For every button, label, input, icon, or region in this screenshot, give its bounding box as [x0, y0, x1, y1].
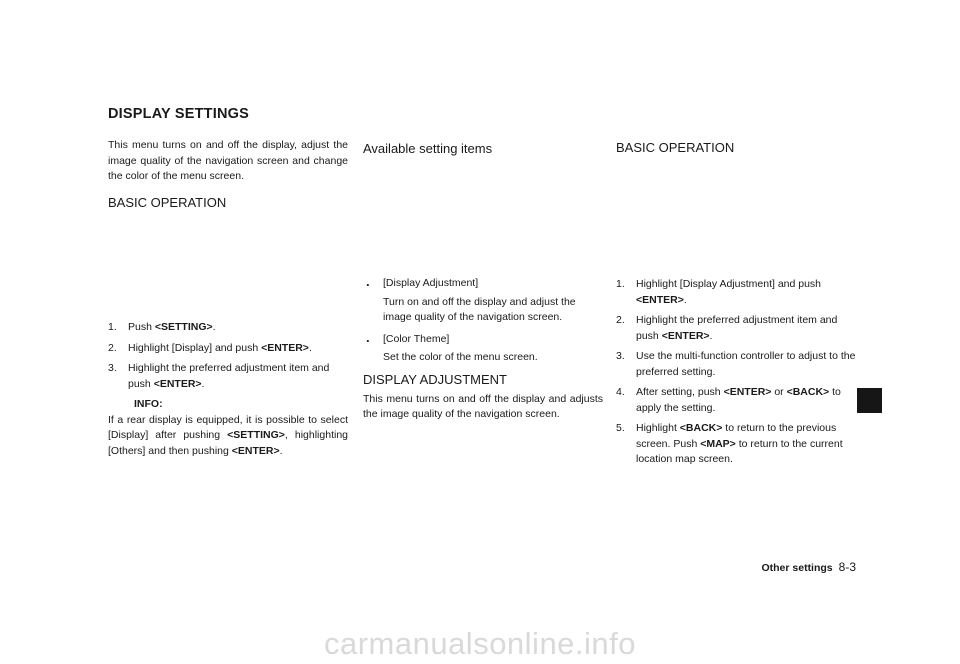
column-right-steps [616, 277, 856, 473]
display-adjustment-text: This menu turns on and off the display and adjusts the image quality of the navigation screen. [363, 392, 603, 420]
key-label: <ENTER> [636, 293, 684, 306]
step-item: 2. Highlight [Display] and push <ENTER>. [108, 341, 348, 357]
step-text: Use the multi-function controller to adjust to the preferred setting. [636, 350, 856, 378]
key-label: <MAP> [700, 437, 736, 450]
intro-paragraph: This menu turns on and off the display, adjust the image quality of the navigation screen and change the color of the menu screen. [108, 139, 348, 182]
info-paragraph: If a rear display is equipped, it is possible to select [Display] after pushing <SETTING>, highlighting [Others] and then pushing <ENTER>. [108, 413, 348, 457]
step-list-2 [616, 277, 856, 468]
setting-items-list [363, 276, 603, 366]
step-item [616, 313, 856, 344]
page-footer [761, 560, 856, 574]
step-text: to apply the setting. [636, 386, 841, 414]
step-text: or [771, 386, 787, 398]
item-description: Set the color of the menu screen. [383, 351, 538, 363]
step-number: 1. [616, 278, 625, 290]
item-name: [Display Adjustment] [383, 277, 479, 289]
setting-item-color-theme [363, 329, 603, 366]
page-number: 8-3 [838, 560, 856, 574]
available-items-heading: Available setting items [363, 141, 493, 156]
section-title: DISPLAY SETTINGS [108, 106, 249, 122]
step-number: 4. [616, 386, 625, 398]
step-text: Push [128, 321, 155, 333]
column-left [108, 138, 348, 211]
step-item [616, 349, 856, 380]
item-description: Turn on and off the display and adjust the image quality of the navigation screen. [383, 295, 576, 323]
step-text: Highlight [636, 422, 680, 434]
column-middle [363, 141, 603, 157]
step-text: to return to the current location map screen. [636, 437, 843, 465]
step-item: 1. Push <SETTING>. [108, 320, 348, 336]
step-text: to return to the previous screen. Push [636, 422, 837, 450]
step-text: . [683, 293, 687, 306]
step-text: Highlight the preferred adjustment item and push [128, 362, 330, 390]
item-name: [Color Theme] [383, 332, 450, 345]
setting-key: <SETTING> [154, 321, 213, 333]
step-list [108, 320, 348, 392]
step-text: Highlight [Display Adjustment] and push [636, 278, 822, 290]
column-middle-items [363, 276, 603, 423]
step-number: 5. [616, 422, 625, 434]
step-text: Highlight [Display] and push [128, 341, 262, 354]
bullet-icon: . [366, 274, 370, 289]
chapter-tab [857, 388, 882, 413]
step-number: 3. [616, 350, 625, 362]
step-item [616, 277, 856, 308]
footer-label: Other settings [761, 562, 833, 574]
column-right [616, 140, 856, 156]
display-adjustment-heading: DISPLAY ADJUSTMENT [363, 371, 507, 387]
setting-key: <SETTING> [227, 429, 285, 441]
column-left-steps [108, 320, 348, 459]
key-label: <BACK> [679, 422, 723, 434]
enter-key: <ENTER> [153, 377, 202, 390]
step-number: 2. [108, 341, 117, 354]
step-item [616, 385, 856, 416]
step-number: 2. [616, 314, 625, 326]
enter-key: <ENTER> [261, 341, 309, 354]
step-text: Highlight the preferred adjustment item and push [636, 314, 838, 342]
key-label: <ENTER> [661, 329, 710, 342]
key-label: <ENTER> [723, 386, 772, 398]
basic-operation-heading: BASIC OPERATION [108, 194, 227, 210]
key-label: <BACK> [786, 386, 830, 398]
step-number: 3. [108, 362, 117, 374]
step-item: 3. Highlight the preferred adjustment item and push <ENTER>. [108, 362, 330, 390]
watermark: carmanualsonline.info [323, 626, 637, 661]
step-text: . [709, 329, 713, 342]
info-title: INFO: [134, 398, 163, 410]
step-text: After setting, push [636, 386, 724, 398]
setting-item-display-adjustment [363, 276, 603, 326]
bullet-icon: . [366, 329, 370, 345]
step-number: 1. [108, 321, 117, 333]
enter-key: <ENTER> [231, 444, 280, 457]
basic-operation-heading-2: BASIC OPERATION [616, 140, 735, 155]
step-item [616, 421, 856, 468]
